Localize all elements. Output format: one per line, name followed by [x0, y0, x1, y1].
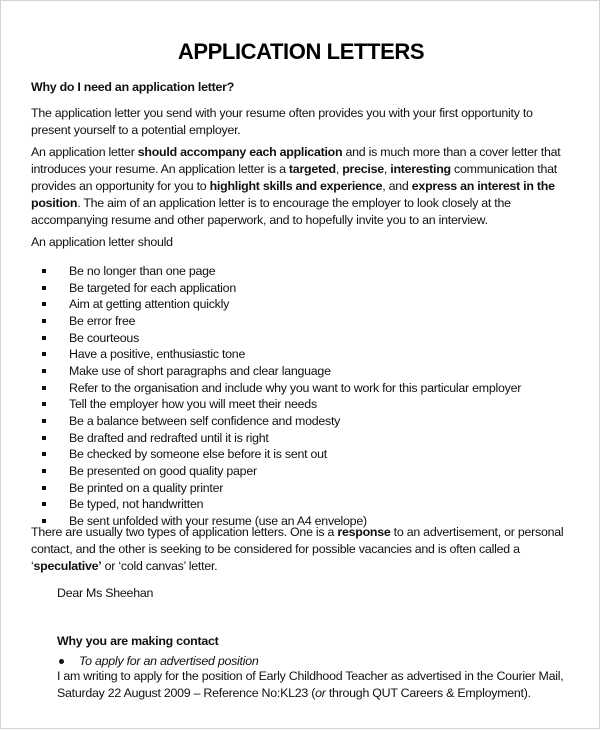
square-bullet-icon — [42, 319, 46, 323]
purpose-paragraph-line: introduces your resume. An application letter is a targeted, precise, interesting communication that — [31, 162, 557, 176]
list-item: Have a positive, enthusiastic tone — [31, 346, 521, 363]
list-item: Be sent unfolded with your resume (use an A4 envelope) — [31, 513, 521, 530]
list-item: Be courteous — [31, 330, 521, 347]
square-bullet-icon — [42, 452, 46, 456]
list-item: Tell the employer how you will meet their needs — [31, 396, 521, 413]
section-heading-why: Why do I need an application letter? — [31, 80, 235, 94]
square-bullet-icon — [42, 402, 46, 406]
list-item: Refer to the organisation and include why you want to work for this particular employer — [31, 380, 521, 397]
square-bullet-icon — [42, 469, 46, 473]
list-intro: An application letter should — [31, 235, 173, 249]
intro-paragraph-line: The application letter you send with your resume often provides you with your first opportunity to — [31, 106, 533, 120]
square-bullet-icon — [42, 369, 46, 373]
purpose-paragraph-line: provides an opportunity for you to highlight skills and experience, and express an interest in the — [31, 179, 555, 193]
list-item: Be a balance between self confidence and modesty — [31, 413, 521, 430]
intro-paragraph-line: present yourself to a potential employer. — [31, 123, 241, 137]
list-item: Be targeted for each application — [31, 280, 521, 297]
page-title: APPLICATION LETTERS — [177, 39, 425, 64]
types-paragraph-line: ‘speculative’ or ‘cold canvas’ letter. — [31, 559, 218, 573]
list-item: Be presented on good quality paper — [31, 463, 521, 480]
list-item: Make use of short paragraphs and clear language — [31, 363, 521, 380]
square-bullet-icon — [42, 352, 46, 356]
purpose-paragraph-line: accompanying resume and other paperwork, and to hopefully invite you to an interview. — [31, 213, 488, 227]
list-item: Be checked by someone else before it is sent out — [31, 446, 521, 463]
square-bullet-icon — [42, 419, 46, 423]
square-bullet-icon — [42, 502, 46, 506]
contact-paragraph-line: I am writing to apply for the position of Early Childhood Teacher as advertised in the Courier Mail, — [57, 669, 564, 683]
list-item: Aim at getting attention quickly — [31, 296, 521, 313]
should-list — [31, 263, 521, 530]
list-item: Be no longer than one page — [31, 263, 521, 280]
square-bullet-icon — [42, 302, 46, 306]
list-item: Be typed, not handwritten — [31, 496, 521, 513]
square-bullet-icon — [42, 386, 46, 390]
square-bullet-icon — [42, 269, 46, 273]
square-bullet-icon — [42, 286, 46, 290]
types-paragraph-line: contact, and the other is seeking to be considered for possible vacancies and is often called a — [31, 542, 520, 556]
round-bullet-icon — [59, 659, 64, 664]
list-item: Be error free — [31, 313, 521, 330]
square-bullet-icon — [42, 436, 46, 440]
square-bullet-icon — [42, 336, 46, 340]
contact-paragraph-line: Saturday 22 August 2009 – Reference No:KL23 (or through QUT Careers & Employment). — [57, 686, 531, 700]
contact-heading: Why you are making contact — [57, 634, 219, 648]
types-paragraph-line: There are usually two types of application letters. One is a response to an advertisement, or personal — [31, 525, 564, 539]
purpose-paragraph-line: position. The aim of an application letter is to encourage the employer to look closely at the — [31, 196, 511, 210]
square-bullet-icon — [42, 486, 46, 490]
contact-bullet-item: To apply for an advertised position — [79, 653, 259, 670]
salutation: Dear Ms Sheehan — [57, 586, 154, 600]
square-bullet-icon — [42, 519, 46, 523]
list-item: Be drafted and redrafted until it is right — [31, 430, 521, 447]
list-item: Be printed on a quality printer — [31, 480, 521, 497]
purpose-paragraph-line: An application letter should accompany each application and is much more than a cover letter that — [31, 145, 561, 159]
